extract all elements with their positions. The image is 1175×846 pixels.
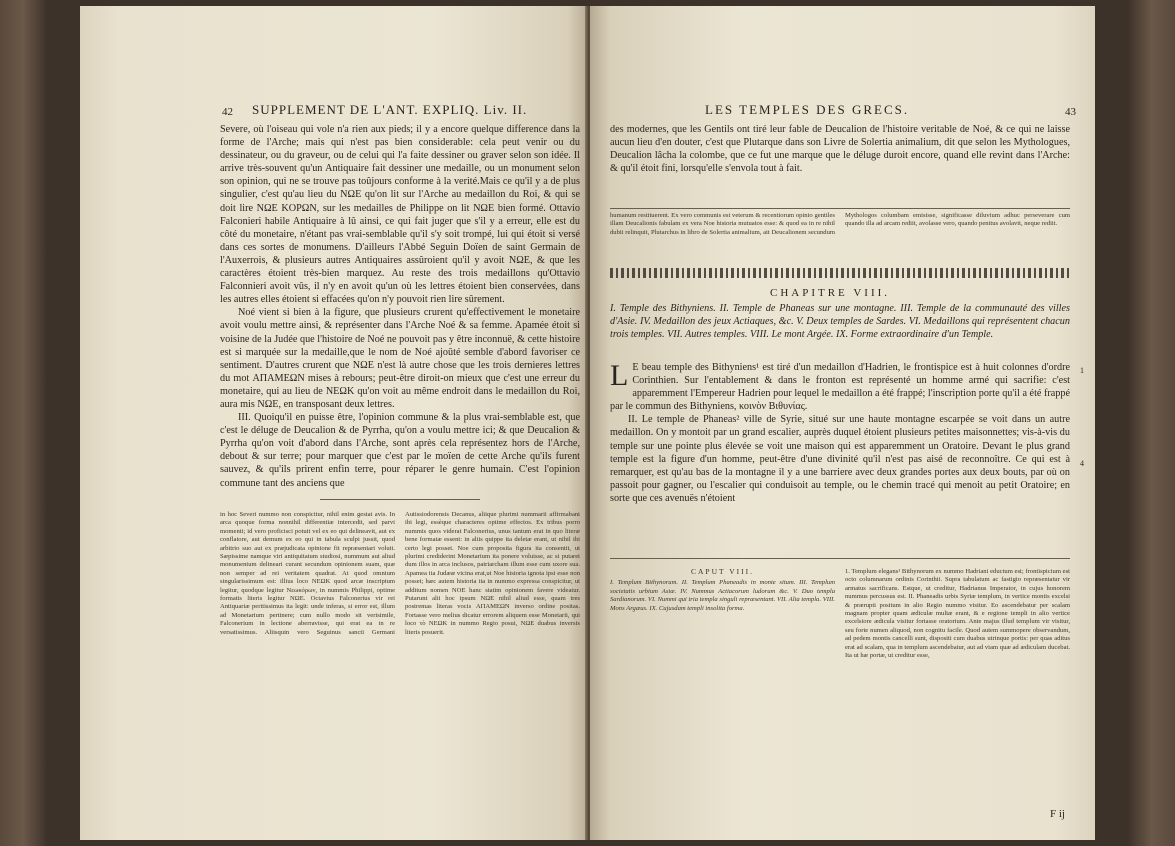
right-running-head: LES TEMPLES DES GRECS. xyxy=(705,102,910,117)
margin-ref-1: 1 xyxy=(1080,366,1084,375)
right-paragraph-1: E beau temple des Bithyniens¹ est tiré d'un medaillon d'Hadrien, le frontispice est à huit colonnes d'ordre Corinthien. Sur l'entablement & dans le fronton est représenté un homme armé qui sacrifie: c'est apparemment l'Empereur Hadrien pour lequel le medaillon a été frappé; l'inscription porte qu'il a été frappé par le commun des Bithyniens, κοινὸν Βιθυνίας. xyxy=(610,362,1070,413)
left-paragraph-3: III. Quoiqu'il en puisse être, l'opinion commune & la plus vrai-semblable est, que c'est le déluge de Deucalion & de Pyrrha, qu'on a voulu mettre ici; & que Deucalion & Pyrrha qu'on voit d'abord dans l'Arche, sont après cela représentez hors de l'Arche, debout & sur terre; pour marquer que c'est par le moïen de cette Arche qu'ils furent sauvez, & qu'ils prirent enfin terre, pour réparer le genre humain. C'est l'opinion commune tant des anciens que xyxy=(220,412,580,489)
chapter-title: CHAPITRE VIII. xyxy=(770,287,891,299)
right-paragraph-2: II. Le temple de Phaneas² ville de Syrie, situé sur une haute montagne escarpée se voit dans un autre medaillon. On y montoit par un grand escalier, auprès duquel étoient plusieurs petites maisonnettes; vis-à-vis du temple sur une pointe plus élevée se voit une maison qui est apparemment un Oratoire. Devant le plus grand temple est la figure d'un homme, peut-être d'une divinité qu'il n'est pas aisé de reconnoître. Ce qui est à remarquer, est qu'au bas de la montagne il y a une barriere avec deux grandes portes aux deux bouts, par où on passoit pour gagner, ou l'escalier qui conduisoit au temple, ou le chemin tracé qui menoit au petit Oratoire; en sorte que ces avenuës n'étoient xyxy=(610,414,1070,504)
signature-mark: F ij xyxy=(1050,808,1065,820)
right-page xyxy=(590,6,1095,840)
latin-left-column xyxy=(610,568,835,613)
left-page-number: 42 xyxy=(222,106,233,118)
right-paragraph-top: des modernes, que les Gentils ont tiré leur fable de Deucalion de l'histoire veritable de Noé, & ce qui ne laisse aucun lieu d'en douter, c'est que Plutarque dans son Livre de Solertia animalium, dit que selon les Mythologues, Deucalion lâcha la colombe, que ce fut une marque que le déluge duroit encore, quand elle revint dans l'Arche: & qu'il étoit fini, lorsqu'elle s'envola tout à fait. xyxy=(610,124,1070,175)
drop-cap: L xyxy=(610,359,629,392)
right-top-rule xyxy=(610,208,1070,209)
left-footnote-rule xyxy=(320,499,480,500)
latin-summary: I. Templum Bithynorum. II. Templum Phaneadis in monte situm. III. Templum societatis urbium Asiæ. IV. Nummus Actiacorum ludorum &c. V. Duo templa Sardianorum. VI. Nummi qui tria templa singuli repræsentant. VII. Alia templa. VIII. Mons Argæus. IX. Cujusdam templi insolita forma. xyxy=(610,579,835,612)
left-body-text xyxy=(220,123,580,490)
left-page xyxy=(80,6,588,840)
latin-chapter-title: CAPUT VIII. xyxy=(691,567,754,576)
right-page-number: 43 xyxy=(1065,106,1076,118)
latin-right-column: 1. Templum elegans¹ Bithynorum ex nummo Hadriani eductum est; frontispicium est octo columnarum ordinis Corinthii. Supra tabulatum ac fastigio repræsentatur vir armatus sacrificans. Estque, ut creditur, Hadrianus Imperator, in cujus honorem nummus percussus est. II. Phaneadis urbis Syriæ templum, in vertice montis excelsi & prærupti positum in alio Regio nummo visitur. Eo ascendebatur per scalam magnam propter quam ædiculæ multæ erant, & e regione templi in alio vertice excelsiore ædicula visitur fortasse oratorium. Ante majus illud templum vir visitur, seu forte numen aliquod, non cognitu facile. Quod autem summopere observandum, ad pedem montis cancelli sunt, dispositi cum duabus utrinque portis: per quas aditus erat ad scalam, qua in templum ascendebatur, aut ad viam quæ ad ædiculam ducebat. Ita ut hæ portæ, ut creditur esse, xyxy=(845,568,1070,660)
left-running-head: SUPPLEMENT DE L'ANT. EXPLIQ. Liv. II. xyxy=(252,102,528,117)
chapter-summary: I. Temple des Bithyniens. II. Temple de Phaneas sur une montagne. III. Temple de la communauté des villes d'Asie. IV. Medaillon des jeux Actiaques, &c. V. Deux temples de Sardes. VI. Medaillons qui représentent chacun trois temples. VII. Autres temples. VIII. Le mont Argée. IX. Forme extraordinaire d'un Temple. xyxy=(610,303,1070,341)
right-latin-notes-top: humanum restituerent. Ex vero communis est veterum & recentiorum opinio gentiles illam Deucalionis fabulam ex vera Noe historia mutuatos esse: & quod ea in re nihil dubii relinquit, Plutarchus in libro de Solertia animalium, ait Deucalionem secundum Mythologos columbam emisisse, significasse diluvium adhuc perseverare cum quando illa ad arcam rediit, avolasse vero, quando penitus avolavit, neque rediit. xyxy=(610,212,1070,236)
right-footnote-rule xyxy=(610,558,1070,559)
chapter-ornament xyxy=(610,268,1070,278)
left-latin-notes: in hoc Severi nummo non conspicitur, nihil enim gestat avis. In arca quoque forma nonnihil differentiæ intercedit, sed parvi momenti; id vero proficisci potuit vel ex eo qui delineavit, aut ex conflatore, aut demum ex eo qui in tabula sculpi jussit, quod arbitrio suo aut ex præjudicata opinione fit repræsentari voluit. Sæpissime namque viri antiquitatum studiosi, nummum aut aliud monumentum delineari curant secundum opinionem suam, quæ non semper ad rei veritatem quadrat. At quod omnium singularissimum est: illius loco ΝΕΩΚ quod arcæ inscriptum legitur, quodque legitur Νεωκόρων, in nummis Philippi, optime formatis literis legitur ΝΩΕ. Octavius Falconerius vir rei Antiquariæ peritissimus ita legit: unde inferas, si error est, illum ad Monetarium pertinere; cum nullo modo sit verisimile, Falconerium in lectione aberravisse, qui erat ea in re versatissimus. Aliisquin vero Seguinus sancti Germani Autissiodorensis Decanus, aliique plurimi nummarii affirmabant ibi legi, essèque characteres optime effectos. Ex tribus porro nummis quos viderat Falconerius, unus tantum erat in quo literæ bene formatæ essent: in aliis quippe ita deletæ erant, ut nihil ibi certo legi posset. Noe cum proposita figura ita consentit, ut plurimi crediderint Monetarium ita ponere voluisse, ac si putaret dum illos in arca inclusos, patriarcham illum esse cum uxore sua. Apamea ita Judææ vicina erat,ut Noe historia ignota ipsi esse non posset; hæc autem historia ita in nummo expressa conspicitur, ut additum nomen ΝΟΕ hanc statim opinionem favere videatur. Putarunt alii hoc ipsum ΝΩΕ nihil aliud esse, quam tres postremas literas vocis ΑΠΑΜΕΩΝ inverso ordine positas. Fortasse vero melius dicatur errorem aliquem esse Monetarii, qui loco τὸ ΝΕΩΚ in nummo Regio posui, ΝΩΕ duabus inversis literis posuerit. xyxy=(220,511,580,636)
left-paragraph-2: Noé vient si bien à la figure, que plusieurs crurent qu'effectivement le monetaire avoit voulu mettre ainsi, & représenter dans l'Arche Noé & sa femme. Apamée étoit si voisine de la Judée que l'histoire de Noé ne pouvoit pas y être inconnuë, & cette histoire est si marquée sur la medaille,que le nom de Noé ajoûté semble d'abord favoriser ce sentiment. D'autres crurent que ΝΩΕ n'est là autre chose que les trois dernieres lettres du mot ΑΠΑΜΕΩΝ mises à rebours; peut-être diroit-on mieux que c'est une erreur du monetaire, qui au lieu de ΝΕΩΚ qu'on voit au même endroit dans le medaillon du Roi, aura mis ΝΩΕ, en transposant deux lettres. xyxy=(220,307,580,410)
right-latin-block xyxy=(610,568,1070,838)
left-paragraph-1: Severe, où l'oiseau qui vole n'a rien aux pieds; il y a encore quelque difference dans la forme de l'Arche; mais qui n'est pas bien considerable: cela peut venir ou du dessinateur, ou du graveur, ou de celui qui l'a faite dessiner ou graver selon son idée. Il arrive très-souvent qu'un Antiquaire fait dessiner une medaille, ou un monument selon son opinion, qui ne se trouve pas toûjours conforme à la verité.Mais ce qu'il y a de plus singulier, c'est qu'au lieu du ΝΩΕ qu'on lit sur l'Arche au medaillon du Roi, & qui se doit lire ΝΩΕ KOΡΩΝ, sur les medailles de Philippe on lit ΝΩΕ bien formé. Ottavio Falconieri habile Antiquaire à lû ainsi, ce qui fait juger que s'il y a erreur, elle est du côté du monetaire, n'étant pas vrai-semblable qu'il s'y soit trompé, lui qui étoit si versé dans ces sortes de monumens. D'ailleurs l'Abbé Seguin Doïen de saint Germain de l'Auxerrois, & plusieurs autres Antiquaires assûroient qu'il y avoit ΝΩΕ, & que les caractères étoient très-bien marquez. Au reste des trois medaillons qu'Ottavio Falconnieri avoit vûs, il n'y en avoit qu'un où les lettres étoient bien conservées, dans les autres elles étoient si effacées qu'on n'y pouvoit rien lire sûrement. xyxy=(220,124,580,306)
right-body-text xyxy=(610,361,1070,505)
margin-ref-4: 4 xyxy=(1080,459,1084,468)
